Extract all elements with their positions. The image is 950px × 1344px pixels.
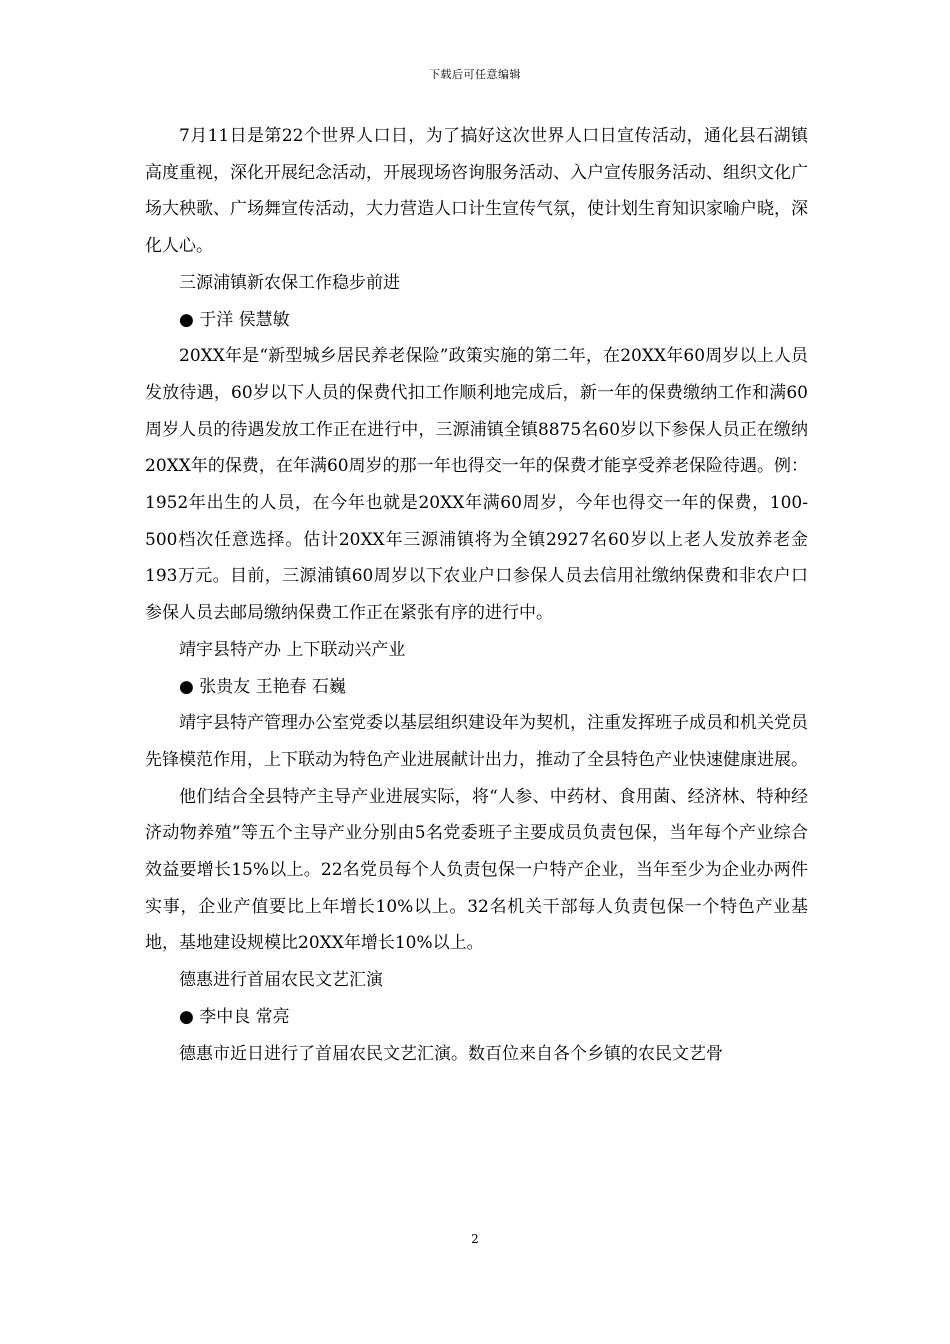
document-body xyxy=(145,118,808,1072)
article-title: 靖宇县特产办 上下联动兴产业 xyxy=(179,639,406,660)
paragraph: 他们结合全县特产主导产业进展实际，将“人参、中药材、食用菌、经济林、特种经济动物养殖”等五个主导产业分别由5名党委班子主要成员负责包保，当年每个产业综合效益要增长15%以上。22名党员每个人负责包保一户特产企业，当年至少为企业办两件实事，企业产值要比上年增长10%以上。32名机关干部每人负责包保一个特色产业基地，基地建设规模比20XX年增长10%以上。 xyxy=(145,786,808,954)
paragraph: 20XX年是“新型城乡居民养老保险”政策实施的第二年，在20XX年60周岁以上人员发放待遇，60岁以下人员的保费代扣工作顺利地完成后，新一年的保费缴纳工作和满60周岁人员的待遇发放工作正在进行中，三源浦镇全镇8875名60岁以下参保人员正在缴纳20XX年的保费，在年满60周岁的那一年也得交一年的保费才能享受养老保险待遇。例：1952年出生的人员，在今年也就是20XX年满60周岁，今年也得交一年的保费，100-500档次任意选择。估计20XX年三源浦镇将为全镇2927名60岁以上老人发放养老金193万元。目前，三源浦镇60周岁以下农业户口参保人员去信用社缴纳保费和非农户口参保人员去邮局缴纳保费工作正在紧张有序的进行中。 xyxy=(145,346,808,624)
article-title: 德惠进行首届农民文艺汇演 xyxy=(179,970,383,991)
paragraph: 靖宇县特产管理办公室党委以基层组织建设年为契机，注重发挥班子成员和机关党员先锋模范作用，上下联动为特色产业进展献计出力，推动了全县特色产业快速健康进展。 xyxy=(145,713,808,770)
article-byline: ● 张贵友 王艳春 石巍 xyxy=(179,676,347,697)
article-byline: ● 于洋 侯慧敏 xyxy=(179,309,290,330)
article-byline: ● 李中良 常亮 xyxy=(179,1006,290,1027)
article-title: 三源浦镇新农保工作稳步前进 xyxy=(179,272,400,293)
paragraph: 德惠市近日进行了首届农民文艺汇演。数百位来自各个乡镇的农民文艺骨 xyxy=(179,1043,723,1064)
paragraph: 7月11日是第22个世界人口日，为了搞好这次世界人口日宣传活动，通化县石湖镇高度重视，深化开展纪念活动，开展现场咨询服务活动、入户宣传服务活动、组织文化广场大秧歌、广场舞宣传活动，大力营造人口计生宣传气氛，使计划生育知识家喻户晓，深化人心。 xyxy=(145,126,808,257)
page-header-note: 下载后可任意编辑 xyxy=(429,68,521,81)
page-number: 2 xyxy=(471,1232,479,1246)
